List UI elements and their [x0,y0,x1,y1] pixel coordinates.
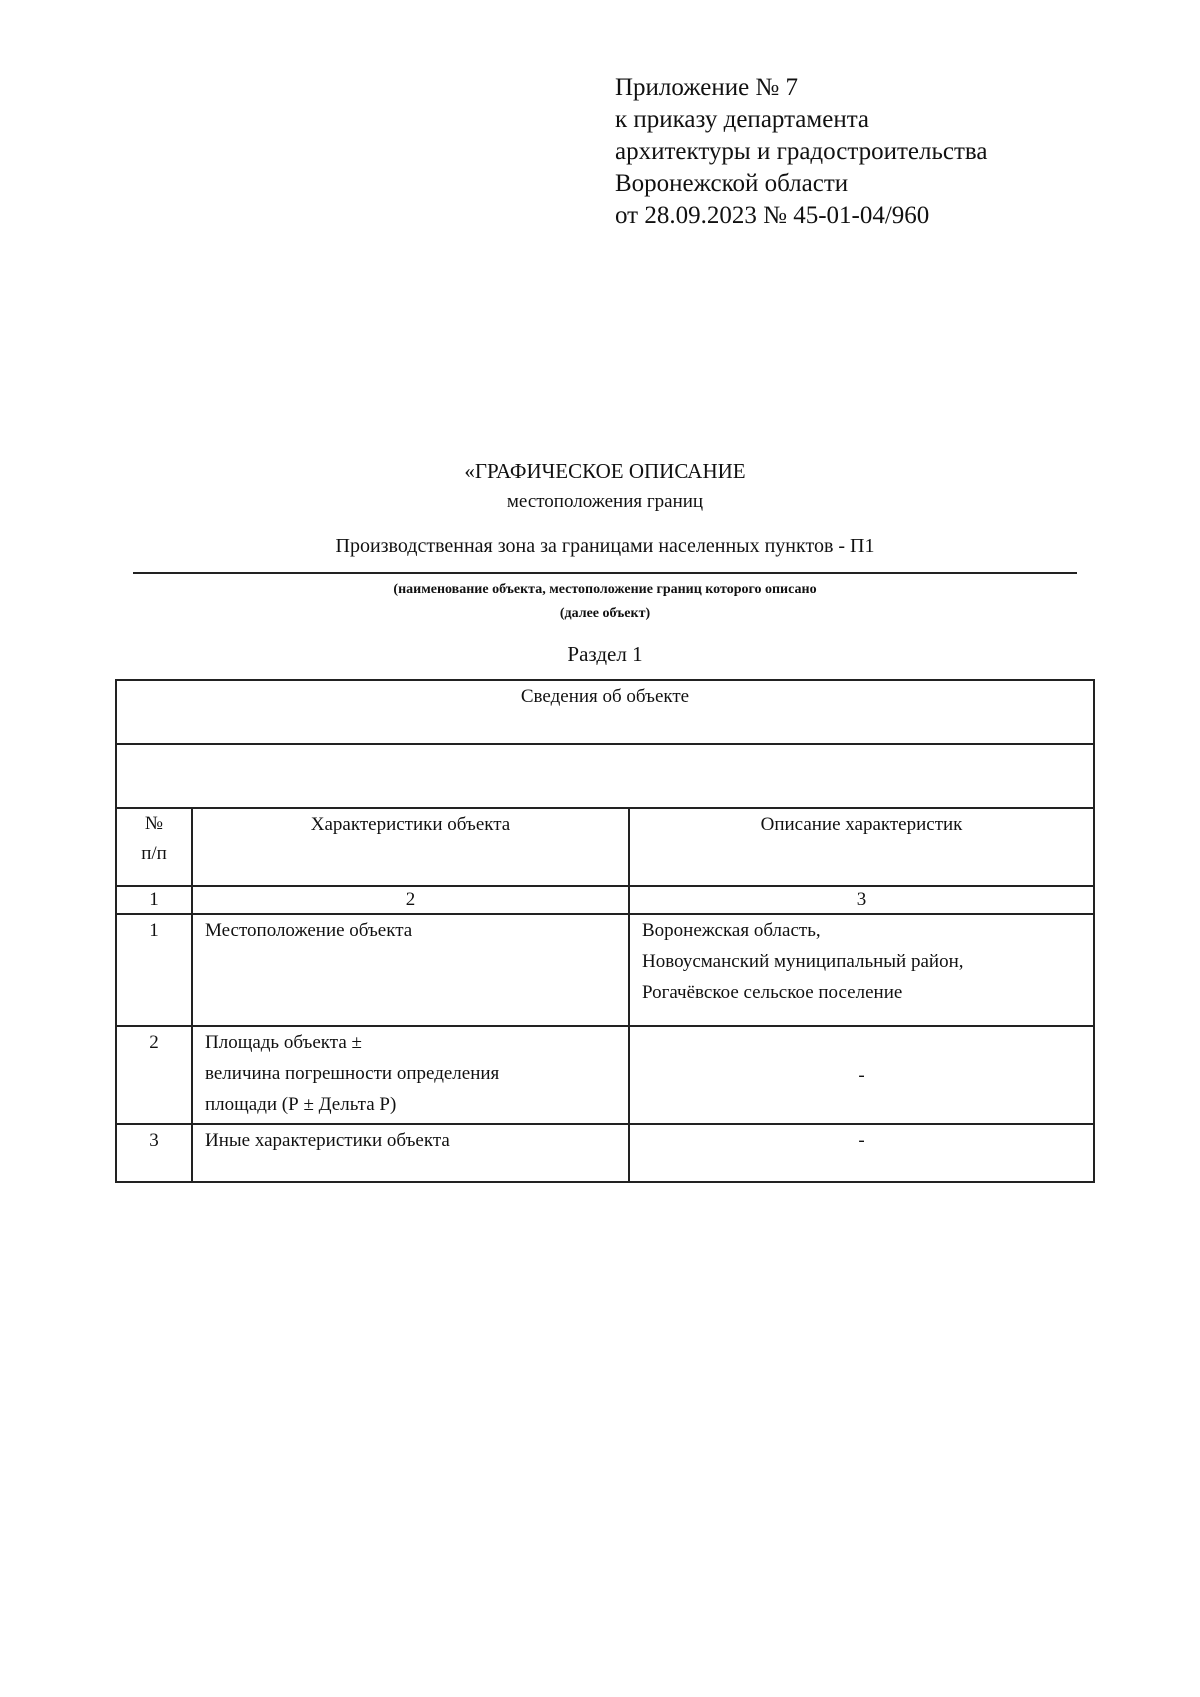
object-info-table [115,679,1095,1183]
caption-line: (далее объект) [559,606,651,621]
document-title: «ГРАФИЧЕСКОЕ ОПИСАНИЕ [464,459,746,483]
appendix-header [615,72,987,232]
row-number: 1 [116,914,192,1026]
column-index-row [116,886,1094,914]
index-cell: 3 [629,886,1094,914]
characteristic-line: площади (Р ± Дельта Р) [205,1094,397,1115]
column-header-num [116,808,192,886]
characteristic-line: величина погрешности определения [205,1063,500,1084]
appendix-line: архитектуры и градостроительства [615,138,988,165]
description-line: Воронежская область, [642,920,821,941]
empty-cell [116,744,1094,808]
table-row [116,1124,1094,1182]
characteristic-line: Площадь объекта ± [205,1032,362,1053]
row-number: 3 [116,1124,192,1182]
table-header-row [116,680,1094,744]
row-description: - [629,1124,1094,1182]
column-header-row [116,808,1094,886]
row-description [629,914,1094,1026]
index-cell: 1 [116,886,192,914]
description-line: Рогачёвское сельское поселение [642,982,903,1003]
document-subtitle: местоположения границ [506,491,704,512]
object-caption [133,578,1077,626]
table-row [116,1026,1094,1124]
characteristic-line: Иные характеристики объекта [205,1130,450,1151]
row-number: 2 [116,1026,192,1124]
description-line: Новоусманский муниципальный район, [642,951,964,972]
section-label: Раздел 1 [567,642,643,666]
characteristic-line: Местоположение объекта [205,920,413,941]
row-description: - [629,1026,1094,1124]
table-header: Сведения об объекте [116,680,1094,744]
appendix-line: Приложение № 7 [615,74,799,101]
row-characteristic [192,1124,629,1182]
object-name: Производственная зона за границами населенных пунктов - П1 [335,535,875,557]
appendix-line: Воронежской области [615,170,849,197]
num-header-line: п/п [141,843,167,864]
caption-line: (наименование объекта, местоположение границ которого описано [393,582,817,597]
table-empty-row [116,744,1094,808]
index-cell: 2 [192,886,629,914]
column-header-description: Описание характеристик [629,808,1094,886]
row-characteristic [192,914,629,1026]
table-row [116,914,1094,1026]
column-header-characteristics: Характеристики объекта [192,808,629,886]
row-characteristic [192,1026,629,1124]
appendix-line: к приказу департамента [615,106,870,133]
appendix-line: от 28.09.2023 № 45-01-04/960 [615,202,930,229]
num-header-line: № [144,813,164,834]
object-name-underline [133,572,1077,574]
